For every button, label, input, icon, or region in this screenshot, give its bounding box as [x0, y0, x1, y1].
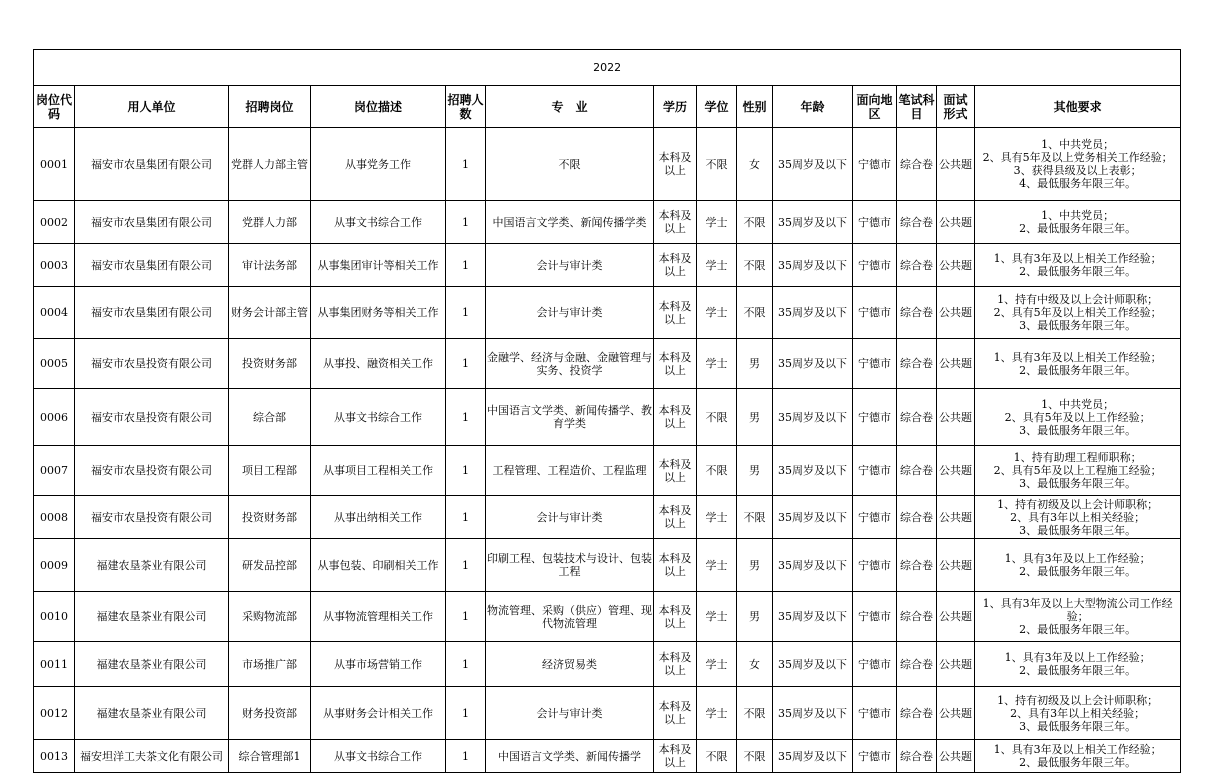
cell-area: 宁德市 — [853, 592, 897, 642]
cell-post: 项目工程部 — [229, 446, 311, 496]
cell-education: 本科及以上 — [654, 201, 697, 244]
cell-desc: 从事包装、印刷相关工作 — [311, 539, 446, 592]
cell-desc: 从事出纳相关工作 — [311, 496, 446, 539]
cell-education: 本科及以上 — [654, 128, 697, 201]
cell-degree: 学士 — [697, 687, 737, 740]
header-age: 年龄 — [773, 86, 853, 128]
cell-other: 1、具有3年及以上工作经验； 2、最低服务年限三年。 — [975, 539, 1181, 592]
cell-degree: 不限 — [697, 389, 737, 446]
cell-area: 宁德市 — [853, 687, 897, 740]
cell-unit: 福安市农垦投资有限公司 — [75, 496, 229, 539]
table-row — [34, 287, 1181, 339]
cell-unit: 福建农垦茶业有限公司 — [75, 539, 229, 592]
cell-major: 不限 — [486, 128, 654, 201]
cell-area: 宁德市 — [853, 287, 897, 339]
cell-age: 35周岁及以下 — [773, 642, 853, 687]
cell-major: 金融学、经济与金融、金融管理与实务、投资学 — [486, 339, 654, 389]
cell-other: 1、具有3年及以上相关工作经验； 2、最低服务年限三年。 — [975, 244, 1181, 287]
cell-interview: 公共题 — [937, 339, 975, 389]
cell-written: 综合卷 — [897, 642, 937, 687]
cell-degree: 学士 — [697, 642, 737, 687]
cell-desc: 从事党务工作 — [311, 128, 446, 201]
header-unit: 用人单位 — [75, 86, 229, 128]
cell-age: 35周岁及以下 — [773, 687, 853, 740]
cell-interview: 公共题 — [937, 128, 975, 201]
cell-unit: 福安市农垦集团有限公司 — [75, 201, 229, 244]
cell-age: 35周岁及以下 — [773, 740, 853, 773]
cell-written: 综合卷 — [897, 128, 937, 201]
table-row — [34, 128, 1181, 201]
cell-other: 1、持有初级及以上会计师职称； 2、具有3年以上相关经验； 3、最低服务年限三年。 — [975, 496, 1181, 539]
cell-age: 35周岁及以下 — [773, 539, 853, 592]
cell-interview: 公共题 — [937, 642, 975, 687]
header-education: 学历 — [654, 86, 697, 128]
cell-count: 1 — [446, 389, 486, 446]
cell-written: 综合卷 — [897, 539, 937, 592]
cell-written: 综合卷 — [897, 201, 937, 244]
cell-unit: 福安市农垦集团有限公司 — [75, 244, 229, 287]
cell-written: 综合卷 — [897, 446, 937, 496]
cell-major: 物流管理、采购（供应）管理、现代物流管理 — [486, 592, 654, 642]
cell-degree: 学士 — [697, 339, 737, 389]
header-degree: 学位 — [697, 86, 737, 128]
cell-written: 综合卷 — [897, 592, 937, 642]
cell-age: 35周岁及以下 — [773, 592, 853, 642]
cell-major: 中国语言文学类、新闻传播学 — [486, 740, 654, 773]
cell-unit: 福安市农垦投资有限公司 — [75, 339, 229, 389]
cell-written: 综合卷 — [897, 496, 937, 539]
cell-unit: 福安市农垦集团有限公司 — [75, 287, 229, 339]
cell-gender: 不限 — [737, 687, 773, 740]
cell-written: 综合卷 — [897, 287, 937, 339]
cell-degree: 学士 — [697, 201, 737, 244]
cell-area: 宁德市 — [853, 339, 897, 389]
cell-desc: 从事财务会计相关工作 — [311, 687, 446, 740]
cell-age: 35周岁及以下 — [773, 287, 853, 339]
cell-interview: 公共题 — [937, 446, 975, 496]
cell-desc: 从事文书综合工作 — [311, 389, 446, 446]
header-interview: 面试形式 — [937, 86, 975, 128]
recruitment-table — [33, 49, 1181, 773]
cell-education: 本科及以上 — [654, 740, 697, 773]
cell-age: 35周岁及以下 — [773, 128, 853, 201]
cell-gender: 女 — [737, 128, 773, 201]
cell-code: 0011 — [34, 642, 75, 687]
cell-desc: 从事投、融资相关工作 — [311, 339, 446, 389]
cell-gender: 不限 — [737, 740, 773, 773]
cell-written: 综合卷 — [897, 740, 937, 773]
cell-post: 财务会计部主管 — [229, 287, 311, 339]
cell-code: 0002 — [34, 201, 75, 244]
cell-unit: 福安市农垦投资有限公司 — [75, 446, 229, 496]
cell-major: 会计与审计类 — [486, 287, 654, 339]
cell-post: 综合管理部1 — [229, 740, 311, 773]
cell-education: 本科及以上 — [654, 339, 697, 389]
cell-area: 宁德市 — [853, 446, 897, 496]
cell-code: 0012 — [34, 687, 75, 740]
cell-gender: 男 — [737, 339, 773, 389]
cell-degree: 学士 — [697, 592, 737, 642]
cell-desc: 从事文书综合工作 — [311, 740, 446, 773]
cell-area: 宁德市 — [853, 389, 897, 446]
cell-major: 会计与审计类 — [486, 687, 654, 740]
cell-education: 本科及以上 — [654, 389, 697, 446]
cell-age: 35周岁及以下 — [773, 201, 853, 244]
cell-count: 1 — [446, 539, 486, 592]
cell-area: 宁德市 — [853, 642, 897, 687]
cell-degree: 不限 — [697, 446, 737, 496]
header-gender: 性别 — [737, 86, 773, 128]
cell-count: 1 — [446, 201, 486, 244]
cell-post: 综合部 — [229, 389, 311, 446]
cell-other: 1、持有中级及以上会计师职称； 2、具有5年及以上相关工作经验； 3、最低服务年限三年。 — [975, 287, 1181, 339]
cell-gender: 男 — [737, 389, 773, 446]
cell-education: 本科及以上 — [654, 446, 697, 496]
cell-post: 投资财务部 — [229, 496, 311, 539]
cell-degree: 学士 — [697, 244, 737, 287]
cell-education: 本科及以上 — [654, 287, 697, 339]
cell-unit: 福安坦洋工夫茶文化有限公司 — [75, 740, 229, 773]
cell-other: 1、具有3年及以上大型物流公司工作经验； 2、最低服务年限三年。 — [975, 592, 1181, 642]
cell-written: 综合卷 — [897, 389, 937, 446]
cell-code: 0010 — [34, 592, 75, 642]
year-title: 2022 — [34, 50, 1181, 86]
cell-education: 本科及以上 — [654, 496, 697, 539]
cell-unit: 福建农垦茶业有限公司 — [75, 687, 229, 740]
cell-code: 0003 — [34, 244, 75, 287]
cell-gender: 不限 — [737, 287, 773, 339]
cell-major: 工程管理、工程造价、工程监理 — [486, 446, 654, 496]
cell-desc: 从事集团财务等相关工作 — [311, 287, 446, 339]
table-row — [34, 687, 1181, 740]
cell-count: 1 — [446, 740, 486, 773]
cell-area: 宁德市 — [853, 244, 897, 287]
cell-count: 1 — [446, 496, 486, 539]
table-row — [34, 592, 1181, 642]
cell-post: 市场推广部 — [229, 642, 311, 687]
cell-interview: 公共题 — [937, 740, 975, 773]
cell-post: 财务投资部 — [229, 687, 311, 740]
table-row — [34, 446, 1181, 496]
cell-gender: 男 — [737, 592, 773, 642]
cell-count: 1 — [446, 128, 486, 201]
cell-count: 1 — [446, 592, 486, 642]
cell-degree: 学士 — [697, 287, 737, 339]
cell-major: 会计与审计类 — [486, 244, 654, 287]
header-row — [34, 86, 1181, 128]
cell-degree: 不限 — [697, 128, 737, 201]
cell-count: 1 — [446, 339, 486, 389]
cell-age: 35周岁及以下 — [773, 389, 853, 446]
cell-code: 0006 — [34, 389, 75, 446]
cell-major: 中国语言文学类、新闻传播学类 — [486, 201, 654, 244]
cell-interview: 公共题 — [937, 201, 975, 244]
cell-post: 审计法务部 — [229, 244, 311, 287]
cell-interview: 公共题 — [937, 287, 975, 339]
cell-count: 1 — [446, 642, 486, 687]
cell-degree: 学士 — [697, 496, 737, 539]
cell-degree: 不限 — [697, 740, 737, 773]
cell-code: 0013 — [34, 740, 75, 773]
cell-code: 0004 — [34, 287, 75, 339]
cell-desc: 从事文书综合工作 — [311, 201, 446, 244]
cell-code: 0001 — [34, 128, 75, 201]
cell-unit: 福安市农垦投资有限公司 — [75, 389, 229, 446]
cell-other: 1、中共党员； 2、具有5年及以上工作经验； 3、最低服务年限三年。 — [975, 389, 1181, 446]
cell-gender: 女 — [737, 642, 773, 687]
cell-age: 35周岁及以下 — [773, 339, 853, 389]
table-row — [34, 339, 1181, 389]
table-row — [34, 201, 1181, 244]
cell-unit: 福安市农垦集团有限公司 — [75, 128, 229, 201]
header-post: 招聘岗位 — [229, 86, 311, 128]
cell-area: 宁德市 — [853, 539, 897, 592]
cell-code: 0009 — [34, 539, 75, 592]
cell-age: 35周岁及以下 — [773, 446, 853, 496]
cell-gender: 不限 — [737, 496, 773, 539]
cell-desc: 从事集团审计等相关工作 — [311, 244, 446, 287]
cell-major: 经济贸易类 — [486, 642, 654, 687]
cell-other: 1、具有3年及以上工作经验； 2、最低服务年限三年。 — [975, 642, 1181, 687]
cell-other: 1、中共党员； 2、最低服务年限三年。 — [975, 201, 1181, 244]
table-row — [34, 642, 1181, 687]
cell-count: 1 — [446, 244, 486, 287]
cell-unit: 福建农垦茶业有限公司 — [75, 642, 229, 687]
cell-count: 1 — [446, 287, 486, 339]
cell-post: 投资财务部 — [229, 339, 311, 389]
cell-post: 研发品控部 — [229, 539, 311, 592]
cell-age: 35周岁及以下 — [773, 244, 853, 287]
cell-count: 1 — [446, 446, 486, 496]
cell-gender: 男 — [737, 539, 773, 592]
table-row — [34, 740, 1181, 773]
cell-post: 党群人力部 — [229, 201, 311, 244]
cell-other: 1、中共党员； 2、具有5年及以上党务相关工作经验； 3、获得县级及以上表彰； 4、最低服务年限三年。 — [975, 128, 1181, 201]
cell-desc: 从事项目工程相关工作 — [311, 446, 446, 496]
header-written: 笔试科目 — [897, 86, 937, 128]
header-other: 其他要求 — [975, 86, 1181, 128]
cell-interview: 公共题 — [937, 389, 975, 446]
cell-other: 1、具有3年及以上相关工作经验； 2、最低服务年限三年。 — [975, 740, 1181, 773]
cell-code: 0007 — [34, 446, 75, 496]
header-desc: 岗位描述 — [311, 86, 446, 128]
cell-major: 会计与审计类 — [486, 496, 654, 539]
header-code: 岗位代码 — [34, 86, 75, 128]
cell-desc: 从事物流管理相关工作 — [311, 592, 446, 642]
cell-post: 党群人力部主管 — [229, 128, 311, 201]
cell-gender: 男 — [737, 446, 773, 496]
cell-interview: 公共题 — [937, 592, 975, 642]
cell-area: 宁德市 — [853, 740, 897, 773]
cell-education: 本科及以上 — [654, 244, 697, 287]
header-count: 招聘人数 — [446, 86, 486, 128]
cell-interview: 公共题 — [937, 496, 975, 539]
cell-education: 本科及以上 — [654, 687, 697, 740]
cell-degree: 学士 — [697, 539, 737, 592]
cell-area: 宁德市 — [853, 201, 897, 244]
cell-age: 35周岁及以下 — [773, 496, 853, 539]
cell-written: 综合卷 — [897, 244, 937, 287]
cell-other: 1、具有3年及以上相关工作经验； 2、最低服务年限三年。 — [975, 339, 1181, 389]
cell-major: 中国语言文学类、新闻传播学、教育学类 — [486, 389, 654, 446]
table-row — [34, 389, 1181, 446]
header-major: 专 业 — [486, 86, 654, 128]
cell-education: 本科及以上 — [654, 539, 697, 592]
cell-count: 1 — [446, 687, 486, 740]
cell-code: 0008 — [34, 496, 75, 539]
table-row — [34, 244, 1181, 287]
cell-post: 采购物流部 — [229, 592, 311, 642]
cell-interview: 公共题 — [937, 539, 975, 592]
header-area: 面向地区 — [853, 86, 897, 128]
cell-gender: 不限 — [737, 244, 773, 287]
cell-area: 宁德市 — [853, 496, 897, 539]
cell-gender: 不限 — [737, 201, 773, 244]
cell-code: 0005 — [34, 339, 75, 389]
cell-written: 综合卷 — [897, 687, 937, 740]
cell-desc: 从事市场营销工作 — [311, 642, 446, 687]
table-row — [34, 496, 1181, 539]
cell-unit: 福建农垦茶业有限公司 — [75, 592, 229, 642]
cell-written: 综合卷 — [897, 339, 937, 389]
cell-education: 本科及以上 — [654, 592, 697, 642]
cell-other: 1、持有助理工程师职称； 2、具有5年及以上工程施工经验； 3、最低服务年限三年。 — [975, 446, 1181, 496]
cell-area: 宁德市 — [853, 128, 897, 201]
cell-interview: 公共题 — [937, 244, 975, 287]
cell-major: 印刷工程、包装技术与设计、包装工程 — [486, 539, 654, 592]
cell-other: 1、持有初级及以上会计师职称； 2、具有3年以上相关经验； 3、最低服务年限三年。 — [975, 687, 1181, 740]
cell-education: 本科及以上 — [654, 642, 697, 687]
cell-interview: 公共题 — [937, 687, 975, 740]
table-row — [34, 539, 1181, 592]
